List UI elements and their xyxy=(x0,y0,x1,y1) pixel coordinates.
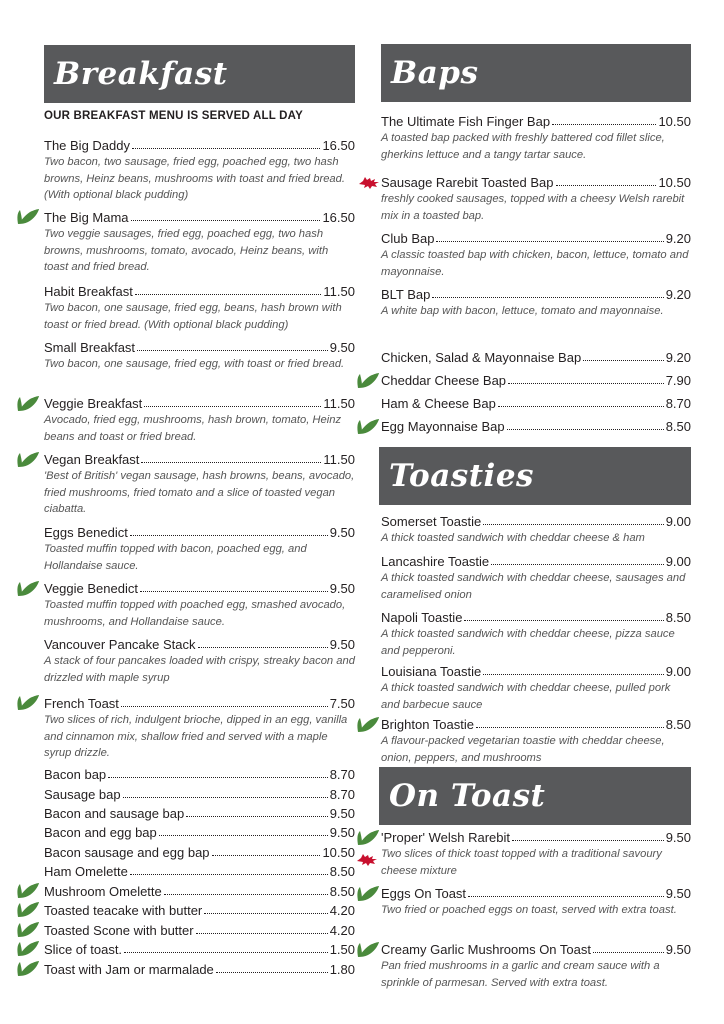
menu-item xyxy=(381,372,691,389)
item-price: 10.50 xyxy=(658,175,691,190)
item-name: Cheddar Cheese Bap xyxy=(381,373,507,388)
item-description: A toasted bap packed with freshly battered cod fillet slice, gherkins lettuce and a tangy tartar sauce. xyxy=(381,132,665,161)
item-name: Mushroom Omelette xyxy=(44,884,162,899)
leader-dots xyxy=(483,513,663,525)
item-price: 8.50 xyxy=(665,717,691,732)
item-price: 9.50 xyxy=(665,942,691,957)
menu-item xyxy=(381,609,691,659)
leader-dots xyxy=(593,941,664,953)
menu-item xyxy=(44,961,355,978)
item-description: A classic toasted bap with chicken, bacon, lettuce, tomato and mayonnaise. xyxy=(381,249,689,278)
menu-item xyxy=(44,883,355,900)
item-price: 9.20 xyxy=(665,350,691,365)
item-name: Brighton Toastie xyxy=(381,717,474,732)
menu-item xyxy=(44,902,355,919)
item-name: Toast with Jam or marmalade xyxy=(44,962,214,977)
vegetarian-leaf-icon xyxy=(356,716,380,734)
item-name: Louisiana Toastie xyxy=(381,664,482,679)
vegetarian-leaf-icon xyxy=(16,694,40,712)
item-description: Two slices of rich, indulgent brioche, dipped in an egg, vanilla and cinnamon mix, shallow fried and served with a maple syrup drizzle. xyxy=(44,714,348,759)
leader-dots xyxy=(552,113,656,125)
item-description: Toasted muffin topped with bacon, poached egg, and Hollandaise sauce. xyxy=(44,543,307,572)
item-name: Eggs Benedict xyxy=(44,525,128,540)
leader-dots xyxy=(164,883,328,895)
item-name: Small Breakfast xyxy=(44,340,136,355)
leader-dots xyxy=(212,844,321,856)
item-price: 8.50 xyxy=(665,610,691,625)
menu-item xyxy=(44,695,355,762)
menu-item xyxy=(44,283,355,333)
menu-item xyxy=(44,137,355,204)
menu-item xyxy=(44,941,355,958)
vegetarian-leaf-icon xyxy=(16,960,40,978)
menu-item xyxy=(44,451,355,518)
leader-dots xyxy=(483,663,663,675)
leader-dots xyxy=(124,941,328,953)
item-description: A thick toasted sandwich with cheddar cheese, pizza sauce and pepperoni. xyxy=(381,628,675,657)
vegetarian-leaf-icon xyxy=(356,829,380,847)
leader-dots xyxy=(123,786,328,798)
toasties-banner: Toasties xyxy=(379,447,691,505)
item-name: Somerset Toastie xyxy=(381,514,482,529)
vegetarian-leaf-icon xyxy=(16,882,40,900)
leader-dots xyxy=(468,885,664,897)
leader-dots xyxy=(498,395,664,407)
item-description: A flavour-packed vegetarian toastie with cheddar cheese, onion, peppers, and mushrooms xyxy=(381,735,665,764)
leader-dots xyxy=(135,283,322,295)
leader-dots xyxy=(476,716,664,728)
leader-dots xyxy=(436,230,663,242)
item-name: Napoli Toastie xyxy=(381,610,463,625)
item-description: Pan fried mushrooms in a garlic and cream sauce with a sprinkle of parmesan. Served with extra toast. xyxy=(381,960,660,989)
breakfast-subtitle: OUR BREAKFAST MENU IS SERVED ALL DAY xyxy=(44,110,303,122)
menu-item xyxy=(381,113,691,163)
leader-dots xyxy=(204,902,327,914)
leader-dots xyxy=(556,174,657,186)
item-description: Two bacon, one sausage, fried egg, with toast or fried bread. xyxy=(44,358,345,370)
menu-item xyxy=(381,663,691,713)
vegetarian-leaf-icon xyxy=(356,941,380,959)
item-name: 'Proper' Welsh Rarebit xyxy=(381,830,510,845)
item-name: Club Bap xyxy=(381,231,435,246)
item-description: Two bacon, two sausage, fried egg, poached egg, two hash browns, Heinz beans, mushrooms with toast and fried bread. (With optional black pudding) xyxy=(44,156,345,201)
item-price: 9.00 xyxy=(665,664,691,679)
leader-dots xyxy=(186,805,327,817)
item-description: 'Best of British' vegan sausage, hash browns, beans, avocado, fried mushrooms, fried tomato and a slice of toasted vegan ciabatta. xyxy=(44,470,355,515)
menu-item xyxy=(44,636,355,686)
item-price: 8.50 xyxy=(665,419,691,434)
item-price: 8.70 xyxy=(329,787,355,802)
menu-item xyxy=(44,339,355,373)
item-name: Eggs On Toast xyxy=(381,886,467,901)
item-name: Ham & Cheese Bap xyxy=(381,396,496,411)
item-price: 9.50 xyxy=(665,886,691,901)
item-price: 8.50 xyxy=(329,884,355,899)
leader-dots xyxy=(137,339,328,351)
item-name: The Big Mama xyxy=(44,210,129,225)
item-price: 8.70 xyxy=(329,767,355,782)
item-name: Ham Omelette xyxy=(44,864,128,879)
menu-item xyxy=(44,844,355,861)
item-price: 16.50 xyxy=(322,210,355,225)
leader-dots xyxy=(130,524,328,536)
item-description: Avocado, fried egg, mushrooms, hash brown, tomato, Heinz beans and toast or fried bread. xyxy=(44,414,342,443)
item-name: Bacon bap xyxy=(44,767,107,782)
item-price: 9.50 xyxy=(329,825,355,840)
item-description: Two bacon, one sausage, fried egg, beans, hash brown with toast or fried bread. (With optional black pudding) xyxy=(44,302,342,331)
item-name: Sausage Rarebit Toasted Bap xyxy=(381,175,554,190)
item-name: Toasted Scone with butter xyxy=(44,923,194,938)
item-price: 9.50 xyxy=(665,830,691,845)
vegetarian-leaf-icon xyxy=(356,885,380,903)
breakfast-banner: Breakfast xyxy=(44,45,355,103)
item-price: 7.90 xyxy=(665,373,691,388)
item-name: Creamy Garlic Mushrooms On Toast xyxy=(381,942,591,957)
menu-item xyxy=(381,716,691,766)
item-name: Bacon sausage and egg bap xyxy=(44,845,210,860)
item-description: Two fried or poached eggs on toast, served with extra toast. xyxy=(381,904,677,916)
item-name: Veggie Benedict xyxy=(44,581,138,596)
item-name: Toasted teacake with butter xyxy=(44,903,203,918)
vegetarian-leaf-icon xyxy=(356,418,380,436)
item-name: Habit Breakfast xyxy=(44,284,133,299)
leader-dots xyxy=(464,609,663,621)
leader-dots xyxy=(108,766,328,778)
item-name: Slice of toast. xyxy=(44,942,123,957)
item-name: Bacon and sausage bap xyxy=(44,806,185,821)
welsh-dragon-icon xyxy=(356,852,378,867)
item-name: Egg Mayonnaise Bap xyxy=(381,419,505,434)
leader-dots xyxy=(141,451,321,463)
menu-item xyxy=(381,395,691,412)
leader-dots xyxy=(507,418,664,430)
item-name: Vancouver Pancake Stack xyxy=(44,637,196,652)
menu-item xyxy=(381,553,691,603)
item-price: 11.50 xyxy=(323,396,355,411)
menu-item xyxy=(44,524,355,574)
leader-dots xyxy=(159,824,328,836)
item-description: A stack of four pancakes loaded with crispy, streaky bacon and drizzled with maple syrup xyxy=(44,655,355,684)
vegetarian-leaf-icon xyxy=(16,901,40,919)
item-price: 11.50 xyxy=(323,284,355,299)
menu-item xyxy=(44,824,355,841)
leader-dots xyxy=(140,580,328,592)
vegetarian-leaf-icon xyxy=(16,451,40,469)
leader-dots xyxy=(132,137,320,149)
menu-item xyxy=(381,513,691,547)
menu-item xyxy=(381,349,691,366)
menu-item xyxy=(44,805,355,822)
item-price: 10.50 xyxy=(322,845,355,860)
item-price: 9.50 xyxy=(329,340,355,355)
item-name: French Toast xyxy=(44,696,119,711)
item-name: The Ultimate Fish Finger Bap xyxy=(381,114,551,129)
menu-item xyxy=(44,209,355,276)
item-price: 4.20 xyxy=(329,903,355,918)
leader-dots xyxy=(508,372,664,384)
item-name: The Big Daddy xyxy=(44,138,130,153)
menu-item xyxy=(44,580,355,630)
item-price: 4.20 xyxy=(329,923,355,938)
menu-item xyxy=(44,863,355,880)
leader-dots xyxy=(491,553,664,565)
item-price: 8.50 xyxy=(329,864,355,879)
leader-dots xyxy=(216,961,328,973)
leader-dots xyxy=(121,695,328,707)
item-description: A thick toasted sandwich with cheddar cheese & ham xyxy=(381,532,645,544)
item-description: Two veggie sausages, fried egg, poached egg, two hash browns, mushrooms, tomato, avocado, Heinz beans, with toast and fried bread. xyxy=(44,228,329,273)
vegetarian-leaf-icon xyxy=(16,208,40,226)
item-price: 9.50 xyxy=(329,581,355,596)
item-name: Chicken, Salad & Mayonnaise Bap xyxy=(381,350,582,365)
item-name: Veggie Breakfast xyxy=(44,396,143,411)
item-price: 16.50 xyxy=(322,138,355,153)
item-price: 8.70 xyxy=(665,396,691,411)
item-price: 9.00 xyxy=(665,554,691,569)
item-price: 9.50 xyxy=(329,525,355,540)
leader-dots xyxy=(130,863,328,875)
leader-dots xyxy=(583,349,664,361)
menu-item xyxy=(381,286,691,320)
item-description: freshly cooked sausages, topped with a cheesy Welsh rarebit mix in a toasted bap. xyxy=(381,193,685,222)
item-price: 9.20 xyxy=(665,287,691,302)
item-description: A thick toasted sandwich with cheddar cheese, sausages and caramelised onion xyxy=(381,572,686,601)
menu-item xyxy=(381,885,691,919)
item-name: Lancashire Toastie xyxy=(381,554,490,569)
item-price: 11.50 xyxy=(323,452,355,467)
item-description: A thick toasted sandwich with cheddar cheese, pulled pork and barbecue sauce xyxy=(381,682,671,711)
leader-dots xyxy=(131,209,321,221)
menu-item xyxy=(381,174,691,224)
item-price: 7.50 xyxy=(329,696,355,711)
item-price: 9.20 xyxy=(665,231,691,246)
leader-dots xyxy=(512,829,664,841)
on-toast-banner: On Toast xyxy=(379,767,691,825)
item-name: Bacon and egg bap xyxy=(44,825,157,840)
item-description: Toasted muffin topped with poached egg, smashed avocado, mushrooms, and Hollandaise sauce. xyxy=(44,599,346,628)
item-description: Two slices of thick toast topped with a traditional savoury cheese mixture xyxy=(381,848,662,877)
leader-dots xyxy=(196,922,328,934)
menu-item xyxy=(381,418,691,435)
item-price: 1.80 xyxy=(329,962,355,977)
item-price: 9.50 xyxy=(329,806,355,821)
menu-item xyxy=(44,922,355,939)
leader-dots xyxy=(198,636,328,648)
leader-dots xyxy=(144,395,321,407)
baps-banner: Baps xyxy=(381,44,691,102)
menu-item xyxy=(381,941,691,991)
vegetarian-leaf-icon xyxy=(356,372,380,390)
menu-item xyxy=(44,395,355,445)
item-price: 10.50 xyxy=(658,114,691,129)
leader-dots xyxy=(432,286,663,298)
item-price: 1.50 xyxy=(329,942,355,957)
item-description: A white bap with bacon, lettuce, tomato and mayonnaise. xyxy=(381,305,664,317)
menu-item xyxy=(44,786,355,803)
item-name: Vegan Breakfast xyxy=(44,452,140,467)
item-price: 9.50 xyxy=(329,637,355,652)
vegetarian-leaf-icon xyxy=(16,940,40,958)
menu-item xyxy=(381,230,691,280)
item-name: BLT Bap xyxy=(381,287,431,302)
menu-item xyxy=(44,766,355,783)
welsh-dragon-icon xyxy=(358,175,380,190)
vegetarian-leaf-icon xyxy=(16,580,40,598)
item-price: 9.00 xyxy=(665,514,691,529)
vegetarian-leaf-icon xyxy=(16,921,40,939)
menu-item xyxy=(381,829,691,879)
item-name: Sausage bap xyxy=(44,787,121,802)
vegetarian-leaf-icon xyxy=(16,395,40,413)
